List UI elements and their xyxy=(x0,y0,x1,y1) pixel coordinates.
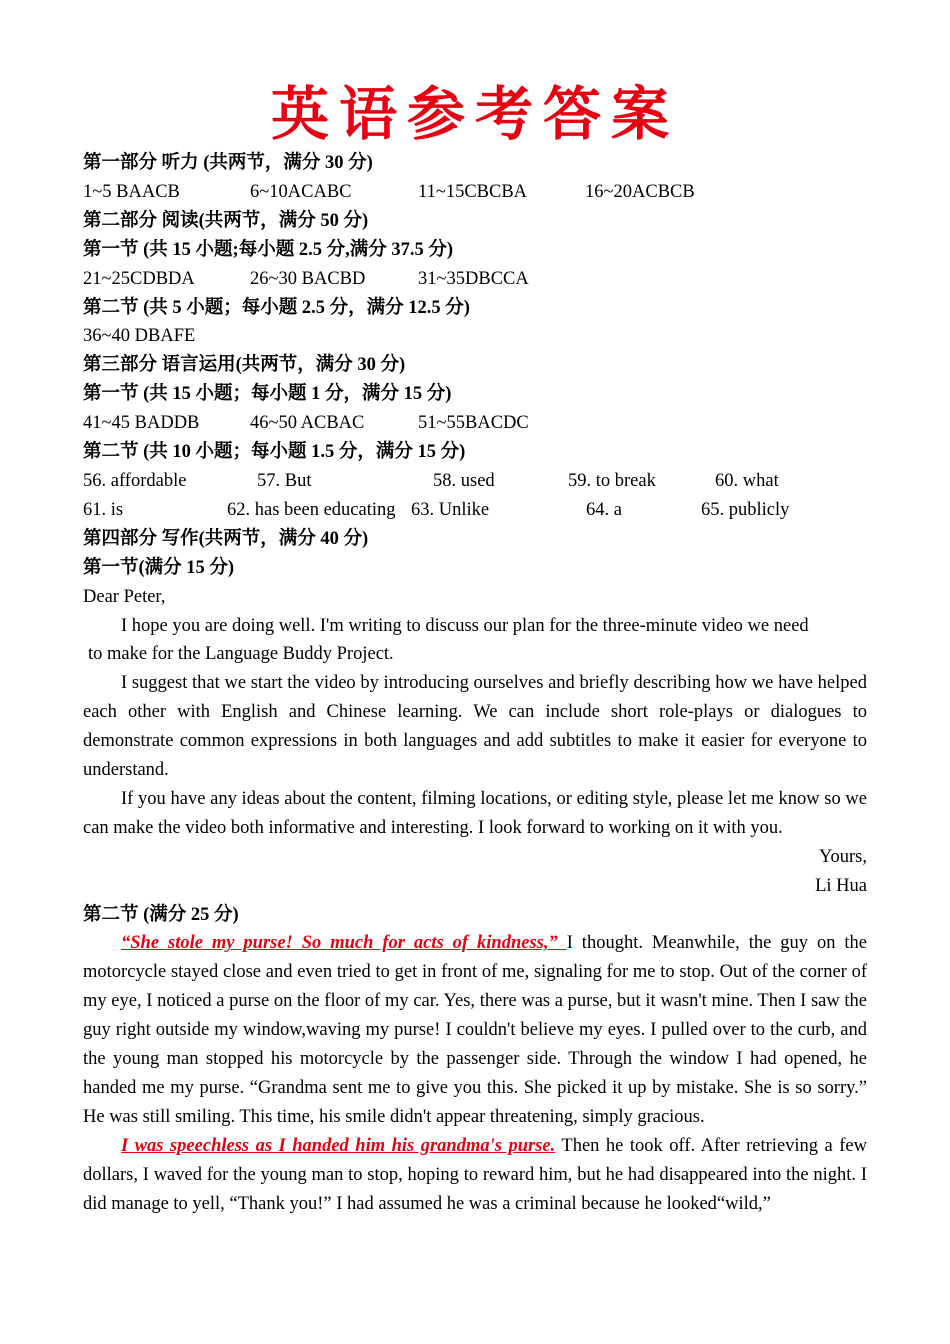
answer-item: 63. Unlike xyxy=(411,499,490,520)
part1-heading: 第一部分 听力 (共两节，满分 30 分) xyxy=(83,153,373,173)
answer-group: 11~15CBCBA xyxy=(418,181,528,202)
answer-group: 1~5 BAACB xyxy=(83,181,180,202)
letter-greeting: Dear Peter, xyxy=(83,586,166,607)
answer-item: 61. is xyxy=(83,499,124,520)
part3-section1-heading: 第一节 (共 15 小题；每小题 1 分，满分 15 分) xyxy=(83,384,452,405)
part2-section2-heading: 第二节 (共 5 小题；每小题 2.5 分，满分 12.5 分) xyxy=(83,297,470,318)
part4-section2-heading: 第二节 (满分 25 分) xyxy=(83,904,239,925)
answer-content xyxy=(83,149,867,1219)
answer-item: 58. used xyxy=(433,470,495,491)
part3-row1 xyxy=(83,467,867,496)
part2-section1-heading: 第一节 (共 15 小题;每小题 2.5 分,满分 37.5 分) xyxy=(83,239,453,260)
part2-section1-answers xyxy=(83,265,867,294)
part4-section1-heading: 第一节(满分 15 分) xyxy=(83,557,235,578)
letter-paragraph-1-line2: to make for the Language Buddy Project. xyxy=(88,644,394,665)
answer-item: 56. affordable xyxy=(83,470,187,491)
answer-item: 59. to break xyxy=(568,470,656,491)
story-paragraph-2 xyxy=(83,1132,867,1219)
answer-item: 57. But xyxy=(257,470,312,491)
story-paragraph-1 xyxy=(83,929,867,1131)
story-paragraph-1-body: I thought. Meanwhile, the guy on the motorcycle stayed close and even tried to get in front of me, signaling for me to stop. Out of the corner of my eye, I noticed a purse on the floor of my car. Yes, there was a purse, but it wasn't mine. Then I saw the guy right outside my window,waving my purse! I couldn't believe my eyes. I pulled over to the curb, and the young man stopped his motorcycle by the passenger side. Through the window I had opened, he handed me my purse. “Grandma sent me to give you this. She picked it up by mistake. She is so sorry.” He was still smiling. This time, his smile didn't appear threatening, simply gracious. xyxy=(83,933,868,1127)
answer-group: 16~20ACBCB xyxy=(585,181,695,202)
answer-group: 51~55BACDC xyxy=(418,413,529,434)
answer-group: 46~50 ACBAC xyxy=(250,413,365,434)
answer-item: 60. what xyxy=(715,470,779,491)
answer-group: 31~35DBCCA xyxy=(418,268,529,289)
answer-item: 65. publicly xyxy=(701,499,790,520)
answer-group: 26~30 BACBD xyxy=(250,268,366,289)
part1-answers xyxy=(83,178,867,207)
part3-section1-answers xyxy=(83,409,867,438)
answer-item: 64. a xyxy=(586,499,622,520)
part2-section2-answers: 36~40 DBAFE xyxy=(83,326,196,347)
answer-group: 6~10ACABC xyxy=(250,181,352,202)
letter-signature: Li Hua xyxy=(815,875,867,896)
story-lead-sentence: “She stole my purse! So much for acts of kindness,” xyxy=(121,933,567,954)
story-paragraph-2-body: Then he took off. After retrieving a few dollars, I waved for the young man to stop, hoping to reward him, but he had disappeared into the night. I did manage to yell, “Thank you!” I had assumed he was a criminal because he looked“wild,” xyxy=(83,1135,867,1214)
letter-closing: Yours, xyxy=(819,846,867,867)
part2-heading: 第二部分 阅读(共两节，满分 50 分) xyxy=(83,210,369,231)
letter-paragraph-3: If you have any ideas about the content, filming locations, or editing style, please let me know so we can make the video both informative and interesting. I look forward to working on it with you. xyxy=(83,788,867,838)
letter-paragraph-2: I suggest that we start the video by introducing ourselves and briefly describing how we have helped each other with English and Chinese learning. We can include short role-plays or dialogues to demonstrate common expressions in both languages and add subtitles to make it easier for everyone to understand. xyxy=(83,673,867,781)
part3-heading: 第三部分 语言运用(共两节，满分 30 分) xyxy=(83,355,406,376)
part3-row2 xyxy=(83,496,867,525)
story-lead-sentence: I was speechless as I handed him his grandma's purse. xyxy=(121,1135,556,1156)
page-title: 英语参考答案 xyxy=(270,80,679,148)
part4-heading: 第四部分 写作(共两节，满分 40 分) xyxy=(83,528,369,549)
part3-section2-heading: 第二节 (共 10 小题；每小题 1.5 分，满分 15 分) xyxy=(83,442,466,463)
letter-paragraph-1-line1: I hope you are doing well. I'm writing to discuss our plan for the three-minute video we need xyxy=(121,615,809,636)
answer-group: 41~45 BADDB xyxy=(83,413,200,434)
answer-item: 62. has been educating xyxy=(227,499,396,520)
answer-group: 21~25CDBDA xyxy=(83,268,195,289)
